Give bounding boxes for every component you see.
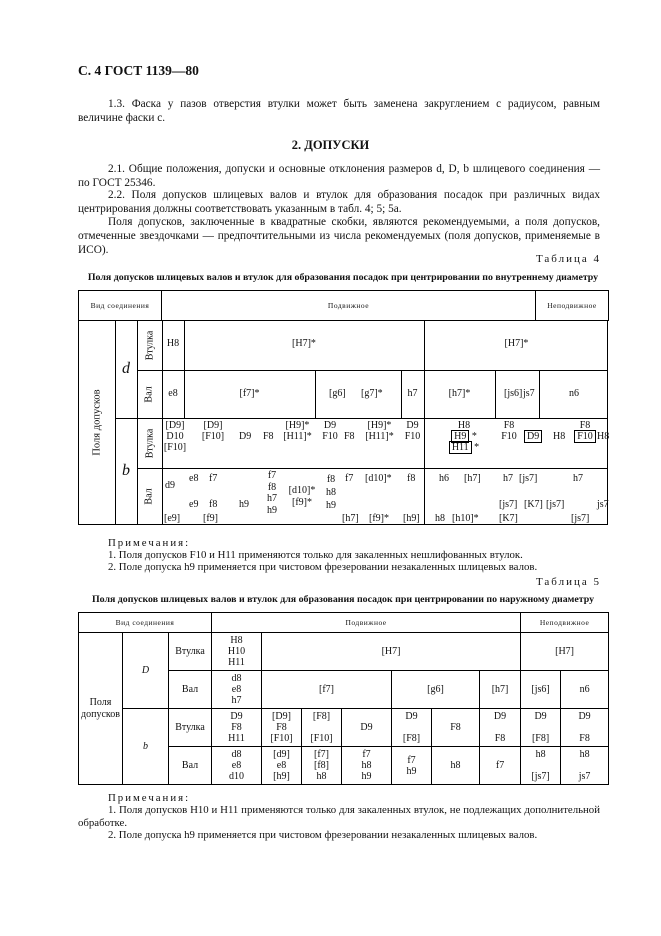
t5-b-vt-g5: D9 F8 [480,709,521,747]
t4-d-val-6: [js6] [504,388,523,399]
table5-label: Таблица 5 [535,576,601,588]
t4-b-val-1: e8 [189,473,199,484]
t4-d-val-3: [g7]* [361,388,383,399]
t4-b-vt-25: H8 [597,431,610,442]
t4-b-vt-group5: [H9]* [H11]* [365,420,394,442]
t4-b-vt-group4: D9 F10 [322,420,338,442]
table5-header-nepodv: Неподвижное [521,613,609,633]
t4-b-val-19: [d10]* [365,473,392,484]
t4-b-val-group-f8: f8 h8 h9 [326,474,336,511]
t4-b-val-28: [js7] [519,473,538,484]
t4-d-val-8: n6 [569,388,579,399]
t4-b-val-0: d9 [165,480,175,491]
table4-b-vtulka: Втулка [144,428,156,458]
t5-b-vt-g4: D9 [F8] [392,709,432,747]
table4-title: Поля допусков шлицевых валов и втулок для образования посадок при центрировании по внутреннему диаметру [87,272,599,283]
table4-notes-title: Примечания: [108,537,191,549]
t4-d-val-7: js7 [523,388,535,399]
table5-b-val: Вал [169,747,212,785]
t5-b-val-15: f7 [480,747,521,785]
t4-b-vt-11: F8 [344,431,355,442]
t4-b-val-27: h7 [503,473,513,484]
t4-b-vt-group1: [D9] D10 [F10] [163,420,187,453]
t5-D-vt-group: H8 H10 H11 [212,633,262,671]
t5-b-vt-8: D9 [342,709,392,747]
table4-header-nepodv: Неподвижное [536,291,609,321]
table5-notes-title: Примечания: [108,792,191,804]
table4-label: Таблица 4 [535,253,601,265]
table5-header-vid: Вид соединения [79,613,212,633]
table5 [78,612,609,785]
t4-b-val-25: h8 [435,513,445,524]
t4-d-vt-1: [H7]* [292,338,316,349]
table5-b: b [123,709,169,785]
t4-b-val-21: f8 [407,473,416,484]
t4-b-val-30: [K7] [524,499,543,510]
table5-title: Поля допусков шлицевых валов и втулок для образования посадок при центрировании по наружному диаметру [91,594,595,605]
t4-b-val-6: [f9] [203,513,218,524]
section-title: 2. ДОПУСКИ [291,138,370,152]
t4-b-val-24: [h7] [464,473,481,484]
t5-D-val-4: [g6] [392,671,480,709]
t5-b-vt-g7: D9 F8 [561,709,609,747]
t4-b-vt-21: D9 [524,431,542,442]
t4-d-val-0: e8 [168,388,178,399]
table4-note-1: 1. Поля допусков F10 и H11 применяются только для закаленных нешлифованных втулок. [108,549,523,561]
table4-header-podv: Подвижное [162,291,536,321]
t4-b-val-4: f8 [209,499,218,510]
table5-D-vtulka: Втулка [169,633,212,671]
t5-b-val-14: h8 [432,747,480,785]
table4-d-vtulka: Втулка [144,330,156,360]
t4-d-vt-0: H8 [166,338,180,349]
t4-b-val-7: h9 [239,499,249,510]
table5-header-podv: Подвижное [212,613,521,633]
t4-b-vt-group2: [D9] [F10] [201,420,225,442]
t4-b-vt-5: D9 [239,431,252,442]
t5-D-val-6: [js6] [521,671,561,709]
t4-b-val-26: [h10]* [452,513,479,524]
table4 [78,290,609,321]
table5-D: D [123,633,169,709]
t5-D-vt-4: [H7] [521,633,609,671]
t4-b-val-35: js7 [597,499,609,510]
t5-b-val-g7: h8 js7 [561,747,609,785]
t5-D-vt-3: [H7] [262,633,521,671]
table5-D-val: Вал [169,671,212,709]
t4-b-val-20: [f9]* [369,513,389,524]
t4-b-val-group-f: f7 f8 h7 h9 [267,470,277,516]
table4-b-val: Вал [144,487,155,505]
table5-b-vtulka: Втулка [169,709,212,747]
table4-row-label: Поля допусков [91,388,103,456]
table5-row-label: Поля допусков [79,633,123,785]
t4-b-val-32: [js7] [546,499,565,510]
t5-b-val-g5: f7 h9 [392,747,432,785]
t4-b-vt-group7: H8 H9 * H11 * [447,420,481,453]
t5-b-val-g6: h8 [js7] [521,747,561,785]
t4-b-val-5: [e9] [164,513,181,524]
paragraph-1-3: 1.3. Фаска у пазов отверстия втулки может быть заменена закруглением с радиусом, равным величине фаски c. [78,98,600,124]
t4-d-val-1: [f7]* [239,388,260,399]
t5-b-val-g1: d8 e8 d10 [212,747,262,785]
t4-b-vt-group6: D9 F10 [404,420,421,442]
table5-note-1: 1. Поля допусков H10 и H11 применяются только для закаленных втулок, не подлежащих дополнительной обработке. [78,804,600,829]
t4-b-val-18: [h7] [342,513,359,524]
t4-b-vt-group3: [H9]* [H11]* [283,420,312,442]
t5-b-vt-g1: D9 F8 H11 [212,709,262,747]
table4-d: d [122,360,130,377]
t4-b-vt-22: H8 [553,431,566,442]
table4-body [78,320,608,525]
t4-b-val-17: f7 [345,473,354,484]
t4-b-val-23: h6 [439,473,449,484]
t4-d-vt-2: [H7]* [504,338,529,349]
t5-b-val-g3: [f7] [f8] h8 [302,747,342,785]
t5-b-val-g4: f7 h8 h9 [342,747,392,785]
t4-d-val-2: [g6] [329,388,346,399]
t4-b-val-22: [h9] [403,513,420,524]
table4-b: b [122,462,130,479]
t4-b-val-34: [js7] [571,513,590,524]
paragraph-2-3: Поля допусков, заключенные в квадратные скобки, являются рекомендуемыми, а поля допусков, отмеченные звездочками — предпочтительными из числа рекомендуемых (поля допусков, применяемые в ИСО). [78,216,600,256]
table5-note-2: 2. Поле допуска h9 применяется при чистовом фрезеровании незакаленных шлицевых валов. [108,829,538,841]
table4-header-vid: Вид соединения [79,291,162,321]
table4-d-val: Вал [144,385,155,403]
t4-b-val-29: [js7] [499,499,518,510]
t5-b-vt-g3: [F8] [F10] [302,709,342,747]
page-header: С. 4 ГОСТ 1139—80 [78,63,199,78]
paragraph-2-1: 2.1. Общие положения, допуски и основные отклонения размеров d, D, b шлицевого соединения — по ГОСТ 25346. [78,163,600,189]
t4-d-val-5: [h7]* [448,388,471,399]
t4-b-vt-6: F8 [263,431,274,442]
t5-b-vt-11: F8 [432,709,480,747]
t4-b-val-2: f7 [209,473,218,484]
t5-b-vt-g2: [D9] F8 [F10] [262,709,302,747]
t4-b-val-group-d10: [d10]* [f9]* [288,485,316,508]
t4-b-vt-group9: F8 F10 [573,420,597,442]
t5-b-val-g2: [d9] e8 [h9] [262,747,302,785]
table4-note-2: 2. Поле допуска h9 применяется при чистовом фрезеровании незакаленных шлицевых валов. [108,561,538,573]
t4-b-vt-group8: F8 F10 [501,420,517,442]
t4-d-val-4: h7 [407,388,418,399]
t5-D-val-5: [h7] [480,671,521,709]
t5-b-vt-g6: D9 [F8] [521,709,561,747]
t4-b-val-33: h7 [573,473,583,484]
t5-D-val-3: [f7] [262,671,392,709]
paragraph-2-2: 2.2. Поля допусков шлицевых валов и втулок для образования посадок при различных видах центрирования должны соответствовать указанным в табл. 4; 5; 5а. [78,189,600,215]
t4-b-val-31: [K7] [499,513,518,524]
t5-D-val-7: n6 [561,671,609,709]
t5-D-val-group: d8 e8 h7 [212,671,262,709]
t4-b-val-3: e9 [189,499,199,510]
